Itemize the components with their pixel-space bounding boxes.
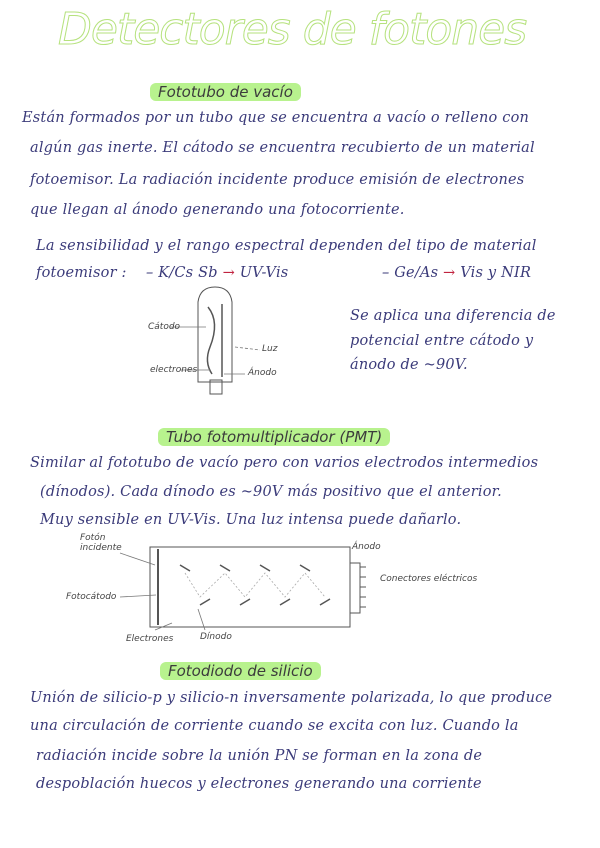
connector-block: [350, 563, 360, 613]
text-line: Están formados por un tubo que se encuentra a vacío o relleno con: [22, 110, 530, 126]
text-line: radiación incide sobre la unión PN se forman en la zona de: [36, 748, 483, 764]
text-line: Similar al fototubo de vacío pero con varios electrodos intermedios: [30, 455, 539, 471]
text-line: fotoemisor. La radiación incidente produce emisión de electrones: [30, 172, 525, 188]
light-ray: [235, 347, 260, 350]
label-photon: Fotón: [80, 533, 106, 543]
material-b-range: Vis y NIR: [460, 265, 532, 281]
dynodes-bottom: [200, 599, 330, 605]
connector-pins: [360, 567, 366, 607]
text-line: algún gas inerte. El cátodo se encuentra recubierto de un material: [30, 140, 535, 156]
note-line: Se aplica una diferencia de: [350, 308, 556, 324]
material-b: [382, 265, 531, 281]
material-a-range: UV-Vis: [239, 265, 289, 281]
section-heading-pmt: [158, 428, 390, 446]
label-incident: incidente: [80, 543, 122, 553]
arrow-right-icon: →: [443, 265, 456, 281]
label-pmt-electrons: Electrones: [126, 634, 174, 644]
label-connectors: Conectores eléctricos: [380, 574, 478, 584]
label-dynode: Dínodo: [200, 632, 232, 642]
text-line: que llegan al ánodo generando una fotocorriente.: [30, 202, 405, 218]
tube-outline: [198, 287, 232, 382]
text-line: Muy sensible en UV-Vis. Una luz intensa puede dañarlo.: [40, 512, 462, 528]
leader-line: [120, 595, 156, 597]
note-line: potencial entre cátodo y: [350, 333, 534, 349]
label-light: Luz: [262, 344, 278, 354]
cathode-shape: [207, 307, 214, 374]
heading-highlight: Fotodiodo de silicio: [160, 662, 321, 680]
section-heading-fotodiodo: [160, 662, 321, 680]
page-title: Detectores de fotones: [58, 4, 527, 55]
arrow-right-icon: →: [222, 265, 235, 281]
text-line: una circulación de corriente cuando se excita con luz. Cuando la: [30, 718, 519, 734]
section-heading-fototubo: [150, 83, 301, 101]
pmt-outline: [150, 547, 350, 627]
text-line: despoblación huecos y electrones generando una corriente: [36, 776, 482, 792]
text-line: La sensibilidad y el rango espectral dependen del tipo de material: [36, 238, 537, 254]
label-photocathode: Fotocátodo: [66, 592, 117, 602]
material-b-name: – Ge/As: [382, 265, 439, 281]
text-line: (dínodos). Cada dínodo es ~90V más positivo que el anterior.: [40, 484, 502, 500]
label-anode: Ánodo: [248, 368, 277, 378]
dynodes-top: [180, 565, 310, 571]
pmt-diagram: [110, 535, 370, 645]
note-line: ánodo de ~90V.: [350, 357, 468, 373]
material-a: [146, 265, 288, 281]
electron-path: [185, 573, 325, 597]
phototube-diagram: [140, 282, 290, 402]
text-line: Unión de silicio-p y silicio-n inversamente polarizada, lo que produce: [30, 690, 553, 706]
materials-prefix: fotoemisor :: [36, 265, 127, 281]
label-cathode: Cátodo: [148, 322, 181, 332]
heading-highlight: Fototubo de vacío: [150, 83, 301, 101]
label-electrons: electrones: [150, 365, 198, 375]
material-a-name: – K/Cs Sb: [146, 265, 218, 281]
heading-highlight: Tubo fotomultiplicador (PMT): [158, 428, 390, 446]
label-pmt-anode: Ánodo: [352, 542, 381, 552]
